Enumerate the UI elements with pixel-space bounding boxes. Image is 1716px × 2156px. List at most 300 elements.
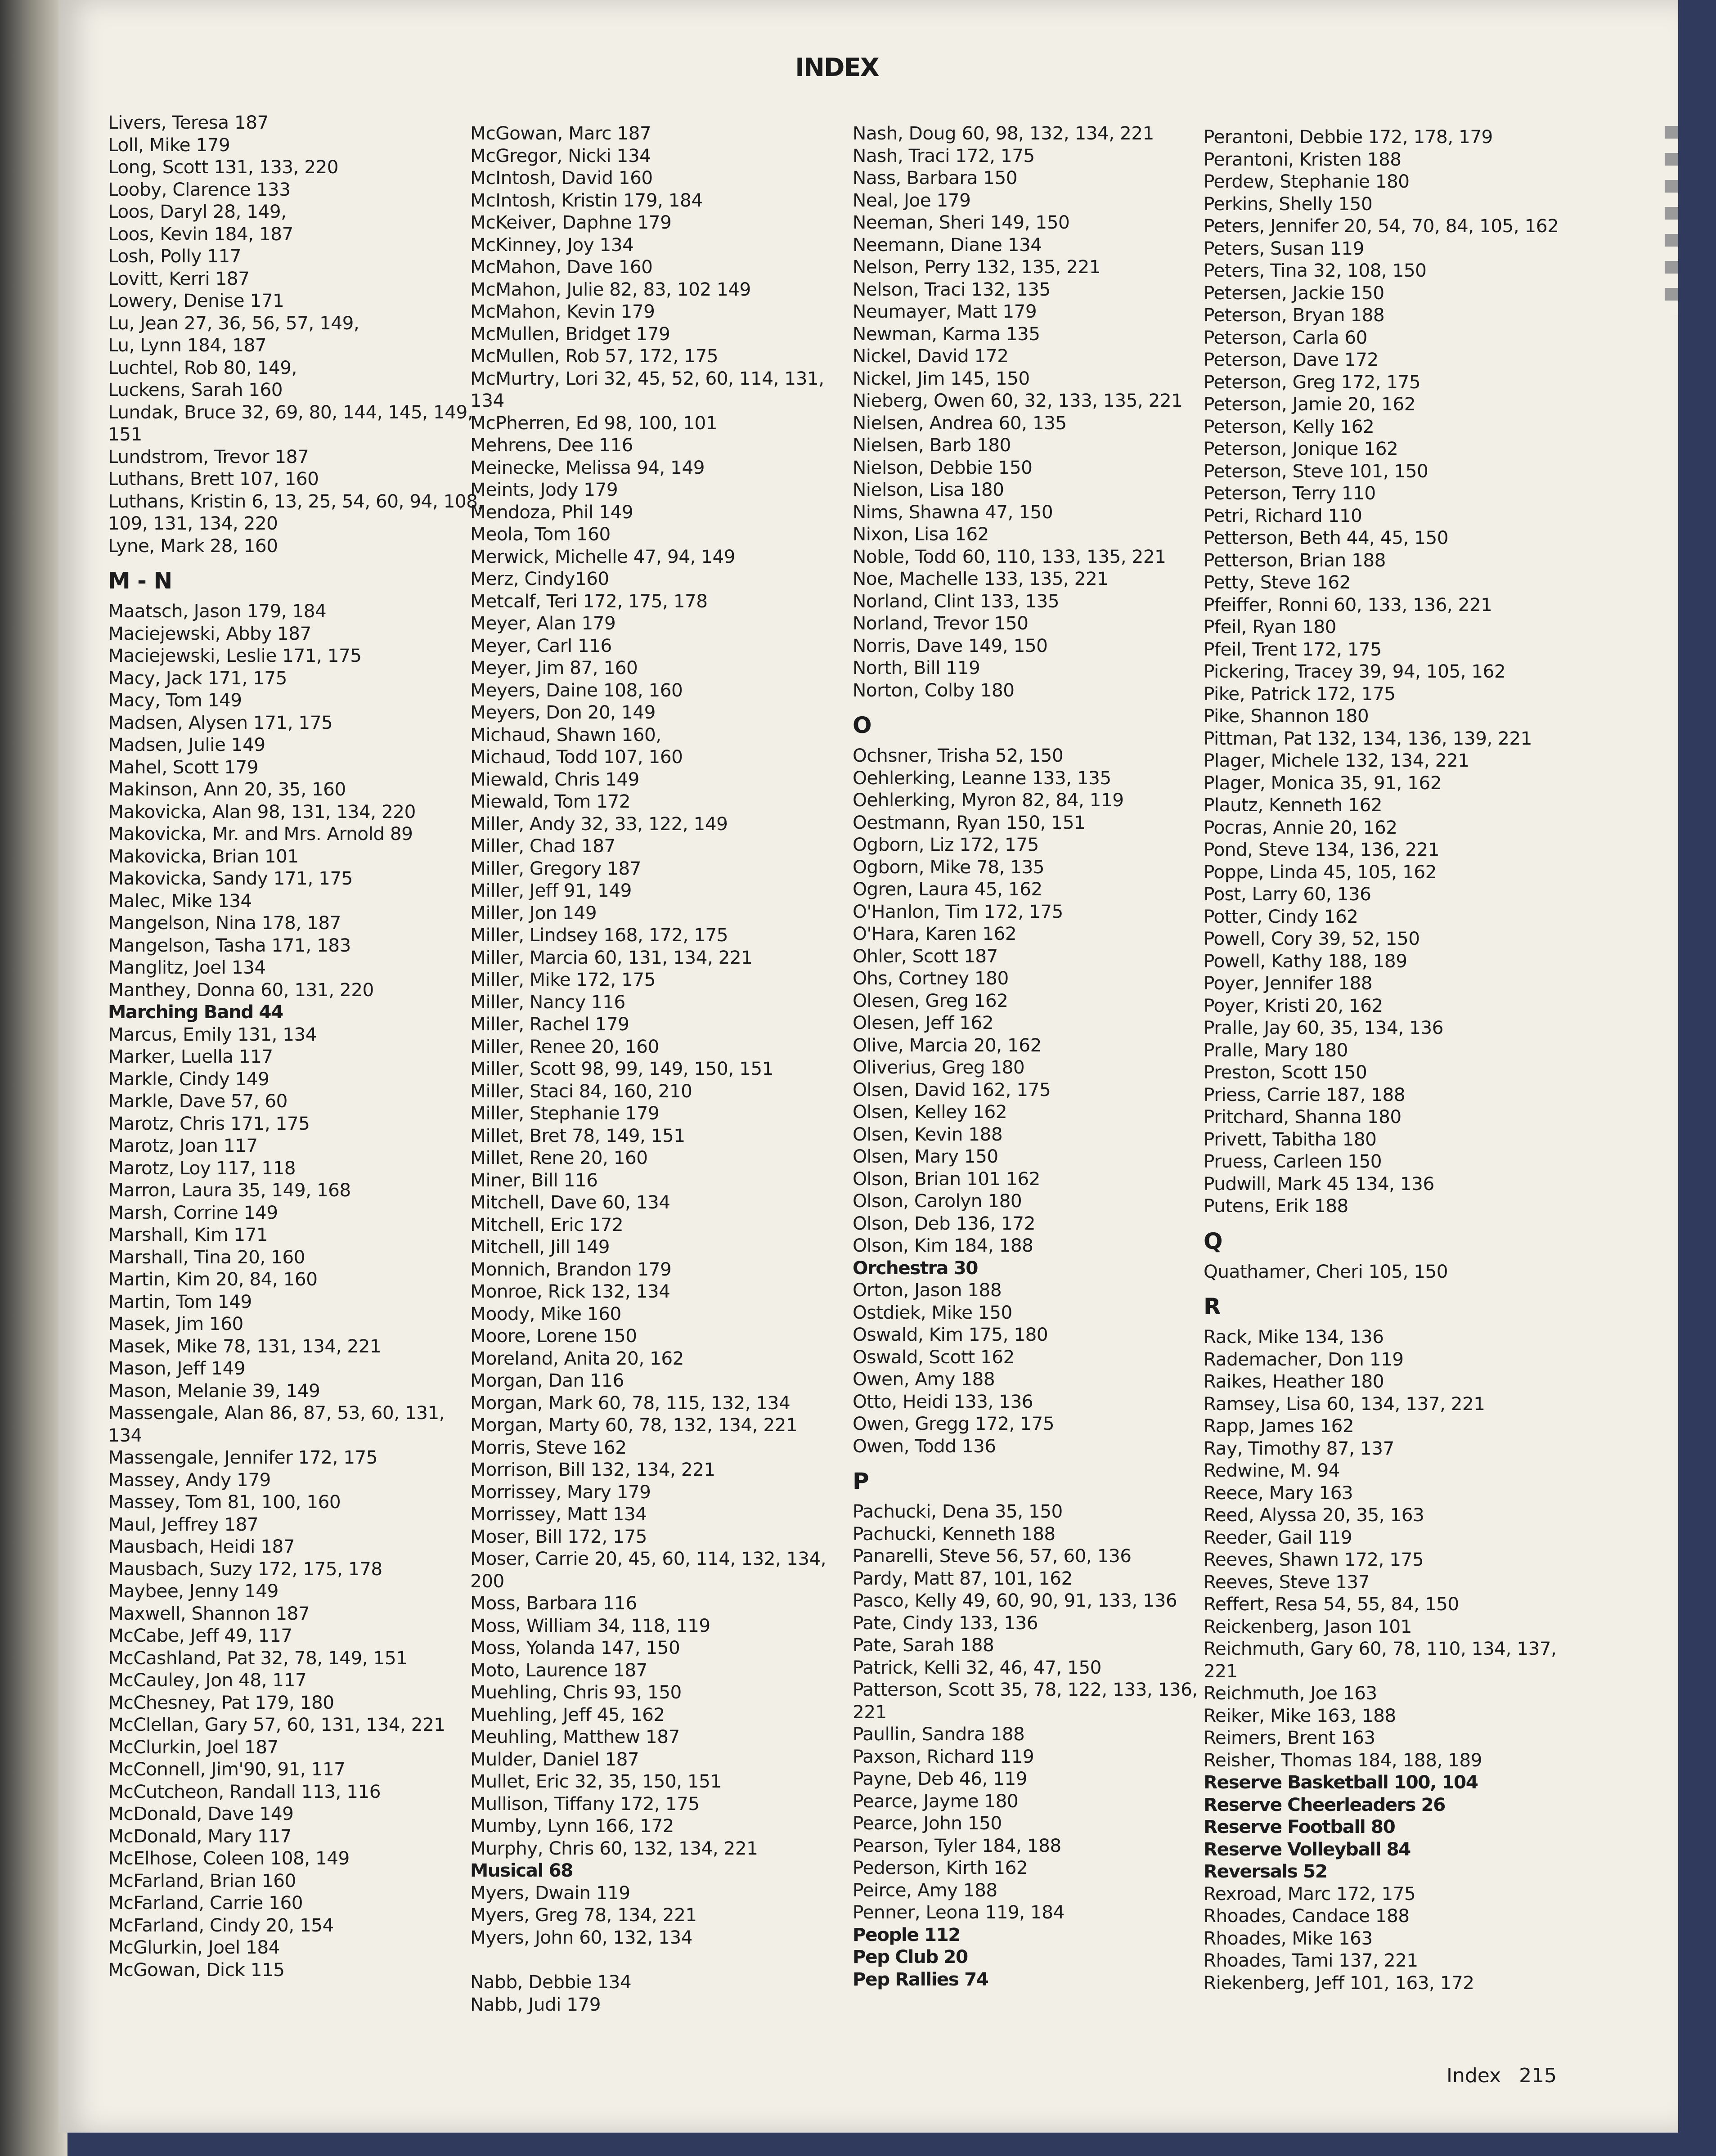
index-entry: Loos, Kevin 184, 187 xyxy=(108,223,293,245)
index-entry: Pocras, Annie 20, 162 xyxy=(1204,816,1397,838)
index-entry: Monroe, Rick 132, 134 xyxy=(470,1280,670,1302)
index-entry: Putens, Erik 188 xyxy=(1204,1195,1348,1217)
index-entry: McPherren, Ed 98, 100, 101 xyxy=(470,412,718,434)
index-entry: 200 xyxy=(470,1570,504,1592)
index-entry: Mendoza, Phil 149 xyxy=(470,501,633,523)
index-entry: Miller, Lindsey 168, 172, 175 xyxy=(470,924,728,946)
index-entry: Penner, Leona 119, 184 xyxy=(853,1901,1065,1923)
index-entry: Norland, Trevor 150 xyxy=(853,612,1029,634)
index-entry: McClurkin, Joel 187 xyxy=(108,1736,279,1758)
index-entry: 134 xyxy=(108,1424,142,1446)
index-entry: Massengale, Alan 86, 87, 53, 60, 131, xyxy=(108,1402,445,1424)
index-entry: McGowan, Dick 115 xyxy=(108,1958,285,1981)
index-entry: Miller, Marcia 60, 131, 134, 221 xyxy=(470,946,753,968)
index-entry-topic: Pep Rallies 74 xyxy=(853,1968,988,1990)
index-entry: Neeman, Sheri 149, 150 xyxy=(853,211,1070,233)
index-entry: Luckens, Sarah 160 xyxy=(108,379,283,400)
index-entry: Ogborn, Mike 78, 135 xyxy=(853,856,1045,878)
index-entry: Reichmuth, Gary 60, 78, 110, 134, 137, xyxy=(1204,1638,1557,1659)
index-entry: McIntosh, David 160 xyxy=(470,167,653,189)
index-entry: Patterson, Scott 35, 78, 122, 133, 136, xyxy=(853,1679,1198,1700)
index-entry: Mason, Melanie 39, 149 xyxy=(108,1379,320,1401)
index-entry: Pate, Sarah 188 xyxy=(853,1634,994,1656)
index-entry: Peterson, Jamie 20, 162 xyxy=(1204,393,1415,415)
index-entry: Monnich, Brandon 179 xyxy=(470,1258,672,1280)
index-entry: Lowery, Denise 171 xyxy=(108,290,284,311)
index-entry: Redwine, M. 94 xyxy=(1204,1460,1340,1481)
index-entry: Panarelli, Steve 56, 57, 60, 136 xyxy=(853,1545,1132,1567)
index-entry: Rhoades, Candace 188 xyxy=(1204,1905,1410,1927)
index-entry: Moss, William 34, 118, 119 xyxy=(470,1614,710,1636)
index-entry: Morrison, Bill 132, 134, 221 xyxy=(470,1459,715,1480)
index-entry: Massengale, Jennifer 172, 175 xyxy=(108,1446,377,1468)
index-entry: Riekenberg, Jeff 101, 163, 172 xyxy=(1204,1972,1474,1994)
index-entry: Mitchell, Jill 149 xyxy=(470,1236,610,1258)
index-entry: Rademacher, Don 119 xyxy=(1204,1348,1404,1370)
index-entry: Moser, Bill 172, 175 xyxy=(470,1525,647,1547)
index-entry: Nixon, Lisa 162 xyxy=(853,523,989,545)
index-entry: Paullin, Sandra 188 xyxy=(853,1723,1025,1745)
index-entry-topic: Orchestra 30 xyxy=(853,1257,978,1279)
index-entry: Pate, Cindy 133, 136 xyxy=(853,1612,1038,1634)
index-entry: 134 xyxy=(470,390,504,411)
index-entry: Luthans, Kristin 6, 13, 25, 54, 60, 94, 108, xyxy=(108,490,483,512)
index-entry: Maxwell, Shannon 187 xyxy=(108,1602,310,1624)
index-entry: Muehling, Chris 93, 150 xyxy=(470,1681,682,1703)
index-entry: Moore, Lorene 150 xyxy=(470,1325,637,1347)
index-entry: Moss, Barbara 116 xyxy=(470,1592,637,1614)
index-entry: McConnell, Jim'90, 91, 117 xyxy=(108,1758,346,1780)
index-entry: Oehlerking, Myron 82, 84, 119 xyxy=(853,789,1124,811)
index-entry: Michaud, Shawn 160, xyxy=(470,723,661,746)
index-entry: Newman, Karma 135 xyxy=(853,323,1040,345)
index-entry: Meyer, Alan 179 xyxy=(470,612,616,634)
index-entry: Nash, Doug 60, 98, 132, 134, 221 xyxy=(853,122,1154,144)
index-entry: Olson, Carolyn 180 xyxy=(853,1190,1022,1212)
index-entry: Mitchell, Dave 60, 134 xyxy=(470,1191,670,1213)
index-entry: Mullison, Tiffany 172, 175 xyxy=(470,1792,700,1815)
index-entry: Pruess, Carleen 150 xyxy=(1204,1150,1382,1172)
index-entry: Rhoades, Tami 137, 221 xyxy=(1204,1949,1418,1971)
section-letter: Q xyxy=(1204,1228,1222,1254)
index-entry: McFarland, Cindy 20, 154 xyxy=(108,1914,334,1936)
index-entry: Martin, Kim 20, 84, 160 xyxy=(108,1268,318,1290)
index-entry: Losh, Polly 117 xyxy=(108,245,242,267)
index-entry: Moser, Carrie 20, 45, 60, 114, 132, 134, xyxy=(470,1548,826,1569)
index-entry: Lyne, Mark 28, 160 xyxy=(108,535,278,557)
index-entry: Neumayer, Matt 179 xyxy=(853,301,1037,322)
index-entry: Nass, Barbara 150 xyxy=(853,167,1017,189)
index-entry: Owen, Todd 136 xyxy=(853,1435,996,1457)
index-entry: Pachucki, Dena 35, 150 xyxy=(853,1500,1063,1522)
index-entry: Ogren, Laura 45, 162 xyxy=(853,878,1042,900)
index-entry: Lundstrom, Trevor 187 xyxy=(108,445,309,467)
index-entry: Rapp, James 162 xyxy=(1204,1415,1354,1437)
index-entry: Miller, Mike 172, 175 xyxy=(470,969,656,990)
index-entry: Moody, Mike 160 xyxy=(470,1303,621,1325)
index-entry: Masek, Mike 78, 131, 134, 221 xyxy=(108,1335,382,1357)
index-entry: Miller, Scott 98, 99, 149, 150, 151 xyxy=(470,1058,773,1079)
index-entry: Owen, Gregg 172, 175 xyxy=(853,1413,1055,1434)
index-entry: Pritchard, Shanna 180 xyxy=(1204,1106,1402,1127)
index-entry: Makovicka, Sandy 171, 175 xyxy=(108,867,353,889)
index-entry: Meola, Tom 160 xyxy=(470,523,611,545)
index-entry: Muehling, Jeff 45, 162 xyxy=(470,1703,665,1725)
index-entry: Mason, Jeff 149 xyxy=(108,1357,246,1379)
index-entry: Rack, Mike 134, 136 xyxy=(1204,1326,1384,1348)
page-footer xyxy=(1446,2064,1557,2087)
index-entry: Ramsey, Lisa 60, 134, 137, 221 xyxy=(1204,1392,1485,1415)
index-entry: Noe, Machelle 133, 135, 221 xyxy=(853,568,1109,589)
index-entry: Ray, Timothy 87, 137 xyxy=(1204,1437,1394,1459)
index-entry: McKinney, Joy 134 xyxy=(470,234,634,256)
index-entry: Oswald, Scott 162 xyxy=(853,1346,1015,1368)
index-entry: Pearce, John 150 xyxy=(853,1812,1002,1834)
index-entry: Powell, Kathy 188, 189 xyxy=(1204,950,1407,972)
index-entry: Maul, Jeffrey 187 xyxy=(108,1513,259,1535)
index-entry: Millet, Bret 78, 149, 151 xyxy=(470,1124,685,1146)
index-entry: Morrissey, Mary 179 xyxy=(470,1481,651,1503)
index-entry: Miller, Rachel 179 xyxy=(470,1013,629,1035)
index-entry: Miller, Gregory 187 xyxy=(470,857,641,879)
index-entry: Reeder, Gail 119 xyxy=(1204,1526,1352,1548)
index-entry: Macy, Jack 171, 175 xyxy=(108,667,287,689)
index-entry: Miewald, Tom 172 xyxy=(470,791,631,812)
index-entry: Masek, Jim 160 xyxy=(108,1313,243,1334)
index-entry: Lu, Jean 27, 36, 56, 57, 149, xyxy=(108,312,359,334)
index-entry: Peters, Jennifer 20, 54, 70, 84, 105, 162 xyxy=(1204,215,1559,237)
index-entry: Marotz, Chris 171, 175 xyxy=(108,1112,310,1134)
index-entry: Raikes, Heather 180 xyxy=(1204,1370,1384,1392)
index-entry: Noble, Todd 60, 110, 133, 135, 221 xyxy=(853,545,1166,567)
index-entry: Makovicka, Mr. and Mrs. Arnold 89 xyxy=(108,823,413,844)
index-entry: Owen, Amy 188 xyxy=(853,1368,995,1390)
index-entry: O'Hara, Karen 162 xyxy=(853,923,1017,944)
index-entry: Pachucki, Kenneth 188 xyxy=(853,1523,1056,1545)
index-entry: Myers, Dwain 119 xyxy=(470,1882,630,1904)
index-entry: Peterson, Dave 172 xyxy=(1204,349,1379,370)
index-entry: Millet, Rene 20, 160 xyxy=(470,1147,648,1168)
index-entry: Meyers, Don 20, 149 xyxy=(470,701,656,723)
index-entry: Olsen, David 162, 175 xyxy=(853,1078,1051,1100)
index-entry: McMahon, Kevin 179 xyxy=(470,301,655,322)
index-entry: Rhoades, Mike 163 xyxy=(1204,1927,1373,1949)
index-entry: Nelson, Perry 132, 135, 221 xyxy=(853,256,1101,278)
index-entry: McCutcheon, Randall 113, 116 xyxy=(108,1780,381,1802)
index-entry: Olsen, Mary 150 xyxy=(853,1145,998,1167)
index-entry: McFarland, Brian 160 xyxy=(108,1869,296,1891)
index-entry: Ohs, Cortney 180 xyxy=(853,967,1009,989)
index-entry: Mumby, Lynn 166, 172 xyxy=(470,1815,674,1837)
index-entry: McMullen, Rob 57, 172, 175 xyxy=(470,345,718,367)
column-spacer xyxy=(470,1949,812,1971)
index-entry: Mangelson, Nina 178, 187 xyxy=(108,912,341,934)
index-entry: Morris, Steve 162 xyxy=(470,1436,627,1458)
index-entry-topic: People 112 xyxy=(853,1923,960,1945)
index-column-2 xyxy=(470,122,826,2016)
index-entry: McFarland, Carrie 160 xyxy=(108,1892,303,1913)
index-entry: Meints, Jody 179 xyxy=(470,479,618,500)
index-entry: Nielson, Debbie 150 xyxy=(853,456,1033,478)
index-entry: 221 xyxy=(1204,1660,1238,1682)
index-entry: Norris, Dave 149, 150 xyxy=(853,634,1048,656)
index-entry: Markle, Cindy 149 xyxy=(108,1068,270,1090)
index-entry: Rexroad, Marc 172, 175 xyxy=(1204,1882,1416,1904)
section-letter: M - N xyxy=(108,568,172,594)
index-entry: Olsen, Kelley 162 xyxy=(853,1101,1007,1123)
index-entry: 151 xyxy=(108,423,142,445)
index-entry: Pasco, Kelly 49, 60, 90, 91, 133, 136 xyxy=(853,1590,1177,1611)
index-entry: Pfeil, Trent 172, 175 xyxy=(1204,638,1382,660)
index-entry: McIntosh, Kristin 179, 184 xyxy=(470,189,703,211)
index-entry-topic: Reserve Cheerleaders 26 xyxy=(1204,1793,1445,1815)
index-entry: Mangelson, Tasha 171, 183 xyxy=(108,934,351,956)
index-entry: Makovicka, Brian 101 xyxy=(108,845,299,867)
index-entry: Merwick, Michelle 47, 94, 149 xyxy=(470,545,736,567)
index-entry: Marcus, Emily 131, 134 xyxy=(108,1023,317,1045)
index-entry: Reeves, Shawn 172, 175 xyxy=(1204,1549,1424,1570)
index-entry: Loos, Daryl 28, 149, xyxy=(108,201,287,222)
index-entry: Reisher, Thomas 184, 188, 189 xyxy=(1204,1749,1482,1771)
index-entry: Miller, Andy 32, 33, 122, 149 xyxy=(470,813,728,835)
index-entry: Olesen, Greg 162 xyxy=(853,989,1008,1011)
section-letter: P xyxy=(853,1468,869,1494)
index-entry: Reffert, Resa 54, 55, 84, 150 xyxy=(1204,1593,1459,1615)
index-entry: Nims, Shawna 47, 150 xyxy=(853,501,1053,523)
index-entry: Massey, Andy 179 xyxy=(108,1469,271,1491)
index-entry: Peterson, Jonique 162 xyxy=(1204,438,1398,459)
index-entry: McCabe, Jeff 49, 117 xyxy=(108,1625,292,1646)
index-entry: Merz, Cindy160 xyxy=(470,568,609,589)
index-entry: Quathamer, Cheri 105, 150 xyxy=(1204,1260,1448,1282)
index-entry: Reiker, Mike 163, 188 xyxy=(1204,1704,1396,1726)
index-entry: Peterson, Terry 110 xyxy=(1204,482,1376,504)
index-entry: McElhose, Coleen 108, 149 xyxy=(108,1847,350,1869)
index-entry: Norton, Colby 180 xyxy=(853,679,1015,701)
index-entry: Pederson, Kirth 162 xyxy=(853,1857,1028,1878)
index-entry: Moto, Laurence 187 xyxy=(470,1659,647,1681)
index-entry: Mausbach, Heidi 187 xyxy=(108,1536,295,1557)
index-entry: Moss, Yolanda 147, 150 xyxy=(470,1637,680,1658)
index-entry: Peterson, Steve 101, 150 xyxy=(1204,460,1429,482)
index-entry-topic: Pep Club 20 xyxy=(853,1946,968,1967)
index-entry-topic: Reserve Basketball 100, 104 xyxy=(1204,1771,1478,1793)
index-entry: Peterson, Greg 172, 175 xyxy=(1204,371,1421,393)
index-entry: Malec, Mike 134 xyxy=(108,889,252,912)
index-entry: Macy, Tom 149 xyxy=(108,689,242,711)
index-entry: Maciejewski, Abby 187 xyxy=(108,622,311,644)
index-entry: Plager, Monica 35, 91, 162 xyxy=(1204,772,1442,794)
index-entry: McGregor, Nicki 134 xyxy=(470,144,651,166)
index-entry: Ostdiek, Mike 150 xyxy=(853,1301,1012,1323)
index-entry: Reed, Alyssa 20, 35, 163 xyxy=(1204,1504,1424,1526)
index-entry: Miller, Jon 149 xyxy=(470,902,597,924)
index-entry: Miller, Nancy 116 xyxy=(470,991,625,1013)
index-entry: Ogborn, Liz 172, 175 xyxy=(853,834,1039,855)
index-entry: Olson, Deb 136, 172 xyxy=(853,1212,1035,1234)
index-entry: Poyer, Jennifer 188 xyxy=(1204,972,1372,994)
index-entry: Manglitz, Joel 134 xyxy=(108,957,266,978)
index-entry: Marron, Laura 35, 149, 168 xyxy=(108,1179,351,1201)
index-entry: Meinecke, Melissa 94, 149 xyxy=(470,456,705,478)
section-letter: R xyxy=(1204,1294,1221,1320)
index-entry: Moreland, Anita 20, 162 xyxy=(470,1347,684,1369)
index-entry: Pond, Steve 134, 136, 221 xyxy=(1204,839,1440,860)
index-entry: Olson, Kim 184, 188 xyxy=(853,1235,1033,1256)
index-entry: Nielson, Lisa 180 xyxy=(853,479,1004,500)
index-entry: Perantoni, Kristen 188 xyxy=(1204,148,1402,170)
index-entry: Manthey, Donna 60, 131, 220 xyxy=(108,979,374,1001)
index-entry: Mausbach, Suzy 172, 175, 178 xyxy=(108,1558,382,1580)
index-entry: Miller, Chad 187 xyxy=(470,835,615,857)
index-entry: Martin, Tom 149 xyxy=(108,1290,252,1312)
book-binding xyxy=(0,0,67,2156)
index-entry: McDonald, Dave 149 xyxy=(108,1803,294,1824)
index-entry: Marshall, Kim 171 xyxy=(108,1224,268,1245)
index-entry: Looby, Clarence 133 xyxy=(108,178,291,200)
index-entry: McGlurkin, Joel 184 xyxy=(108,1936,280,1958)
index-entry: Olive, Marcia 20, 162 xyxy=(853,1034,1042,1056)
index-entry: Nelson, Traci 132, 135 xyxy=(853,278,1051,300)
index-entry: Nieberg, Owen 60, 32, 133, 135, 221 xyxy=(853,390,1183,411)
index-entry: Reimers, Brent 163 xyxy=(1204,1727,1375,1748)
index-entry: Nickel, David 172 xyxy=(853,345,1009,367)
index-entry: Potter, Cindy 162 xyxy=(1204,905,1358,927)
index-entry: Pralle, Jay 60, 35, 134, 136 xyxy=(1204,1017,1443,1038)
index-entry: Makinson, Ann 20, 35, 160 xyxy=(108,778,346,800)
index-entry: McClellan, Gary 57, 60, 131, 134, 221 xyxy=(108,1714,445,1735)
index-entry: Paxson, Richard 119 xyxy=(853,1745,1034,1767)
index-entry: Perantoni, Debbie 172, 178, 179 xyxy=(1204,126,1493,148)
index-entry: Pearson, Tyler 184, 188 xyxy=(853,1834,1061,1856)
index-entry: Neemann, Diane 134 xyxy=(853,234,1042,256)
index-entry-topic: Reversals 52 xyxy=(1204,1860,1327,1882)
index-entry-topic: Reserve Football 80 xyxy=(1204,1816,1395,1837)
index-entry: Powell, Cory 39, 52, 150 xyxy=(1204,928,1420,949)
index-entry: Otto, Heidi 133, 136 xyxy=(853,1390,1033,1412)
index-entry: Maciejewski, Leslie 171, 175 xyxy=(108,645,362,666)
index-entry: Livers, Teresa 187 xyxy=(108,112,269,133)
index-entry: Michaud, Todd 107, 160 xyxy=(470,746,683,768)
index-entry: Petterson, Brian 188 xyxy=(1204,549,1386,571)
index-entry: McMullen, Bridget 179 xyxy=(470,323,670,345)
page-number: 215 xyxy=(1519,2064,1557,2087)
index-entry: Petersen, Jackie 150 xyxy=(1204,282,1384,304)
index-entry: Peirce, Amy 188 xyxy=(853,1879,997,1901)
index-entry: Nash, Traci 172, 175 xyxy=(853,144,1035,166)
index-entry: Poppe, Linda 45, 105, 162 xyxy=(1204,861,1437,883)
index-entry: Nielsen, Barb 180 xyxy=(853,434,1011,456)
index-entry: Marsh, Corrine 149 xyxy=(108,1201,278,1223)
index-entry: Oestmann, Ryan 150, 151 xyxy=(853,811,1086,833)
index-entry: Olson, Brian 101 162 xyxy=(853,1168,1040,1190)
index-entry-topic: Musical 68 xyxy=(470,1860,573,1881)
index-entry: Loll, Mike 179 xyxy=(108,134,230,156)
index-entry: Peters, Tina 32, 108, 150 xyxy=(1204,260,1427,281)
index-entry: McCauley, Jon 48, 117 xyxy=(108,1669,307,1691)
index-entry: Morgan, Marty 60, 78, 132, 134, 221 xyxy=(470,1414,798,1436)
index-entry: Post, Larry 60, 136 xyxy=(1204,883,1371,905)
index-entry: Pearce, Jayme 180 xyxy=(853,1790,1019,1812)
index-entry: McCashland, Pat 32, 78, 149, 151 xyxy=(108,1647,408,1669)
section-letter: O xyxy=(853,712,871,738)
index-entry: Lundak, Bruce 32, 69, 80, 144, 145, 149, xyxy=(108,401,473,423)
index-column-3 xyxy=(853,122,1198,1990)
index-entry: Pralle, Mary 180 xyxy=(1204,1039,1348,1061)
index-entry: Norland, Clint 133, 135 xyxy=(853,590,1059,612)
index-entry: Massey, Tom 81, 100, 160 xyxy=(108,1491,341,1513)
index-entry-topic: Reserve Volleyball 84 xyxy=(1204,1838,1411,1860)
index-column-4 xyxy=(1204,126,1559,1994)
index-entry: Morgan, Mark 60, 78, 115, 132, 134 xyxy=(470,1392,791,1414)
index-entry: Meyer, Carl 116 xyxy=(470,634,612,656)
index-entry: Mahel, Scott 179 xyxy=(108,756,259,778)
index-entry: Miewald, Chris 149 xyxy=(470,768,639,790)
index-entry: Pickering, Tracey 39, 94, 105, 162 xyxy=(1204,660,1506,682)
index-entry: Mitchell, Eric 172 xyxy=(470,1213,624,1235)
page-title: INDEX xyxy=(795,53,879,82)
index-entry: Perkins, Shelly 150 xyxy=(1204,193,1373,215)
index-entry: Reichmuth, Joe 163 xyxy=(1204,1682,1377,1704)
index-entry: Oswald, Kim 175, 180 xyxy=(853,1324,1048,1345)
index-entry: Petri, Richard 110 xyxy=(1204,504,1362,526)
index-entry: Nielsen, Andrea 60, 135 xyxy=(853,412,1067,434)
index-entry: Perdew, Stephanie 180 xyxy=(1204,171,1410,192)
index-entry: Marotz, Joan 117 xyxy=(108,1135,258,1156)
index-entry: Lu, Lynn 184, 187 xyxy=(108,334,267,356)
page-edge-tabs xyxy=(1665,126,1678,315)
index-entry: Luthans, Brett 107, 160 xyxy=(108,468,319,490)
index-entry: Nabb, Judi 179 xyxy=(470,1993,601,2015)
index-entry: Orton, Jason 188 xyxy=(853,1279,1002,1301)
index-entry: Mehrens, Dee 116 xyxy=(470,434,633,456)
index-entry: Miner, Bill 116 xyxy=(470,1169,598,1191)
index-entry: Reeves, Steve 137 xyxy=(1204,1571,1370,1593)
index-entry: Myers, John 60, 132, 134 xyxy=(470,1926,692,1948)
index-entry: Miller, Jeff 91, 149 xyxy=(470,880,632,901)
index-entry: McGowan, Marc 187 xyxy=(470,122,651,144)
index-entry: Olsen, Kevin 188 xyxy=(853,1123,1003,1145)
index-entry: Ohler, Scott 187 xyxy=(853,945,998,967)
index-entry: Miller, Staci 84, 160, 210 xyxy=(470,1080,692,1102)
index-column-1 xyxy=(108,112,483,1981)
index-entry: Pittman, Pat 132, 134, 136, 139, 221 xyxy=(1204,727,1532,749)
index-entry: Pike, Patrick 172, 175 xyxy=(1204,683,1396,705)
index-entry: Morrissey, Matt 134 xyxy=(470,1503,647,1525)
index-entry: Oehlerking, Leanne 133, 135 xyxy=(853,767,1111,789)
index-entry: Morgan, Dan 116 xyxy=(470,1370,624,1391)
index-entry: Peterson, Bryan 188 xyxy=(1204,304,1385,326)
index-entry: McDonald, Mary 117 xyxy=(108,1825,292,1847)
index-entry: 109, 131, 134, 220 xyxy=(108,512,278,534)
index-entry: Oliverius, Greg 180 xyxy=(853,1056,1025,1078)
index-entry: Mullet, Eric 32, 35, 150, 151 xyxy=(470,1770,722,1792)
index-entry: Marotz, Loy 117, 118 xyxy=(108,1157,296,1179)
index-entry: Pardy, Matt 87, 101, 162 xyxy=(853,1567,1073,1589)
index-entry: Pudwill, Mark 45 134, 136 xyxy=(1204,1172,1434,1195)
index-entry: Maybee, Jenny 149 xyxy=(108,1580,279,1602)
footer-label: Index xyxy=(1446,2064,1501,2087)
index-entry: Mulder, Daniel 187 xyxy=(470,1748,639,1770)
index-entry-topic: Marching Band 44 xyxy=(108,1001,283,1023)
index-entry: Marker, Luella 117 xyxy=(108,1046,273,1067)
index-entry: Peters, Susan 119 xyxy=(1204,237,1364,259)
index-entry: Neal, Joe 179 xyxy=(853,189,971,211)
index-entry: Meyers, Daine 108, 160 xyxy=(470,679,683,701)
index-entry: Pfeil, Ryan 180 xyxy=(1204,616,1336,638)
index-entry: Long, Scott 131, 133, 220 xyxy=(108,156,339,178)
index-entry: Markle, Dave 57, 60 xyxy=(108,1090,287,1112)
